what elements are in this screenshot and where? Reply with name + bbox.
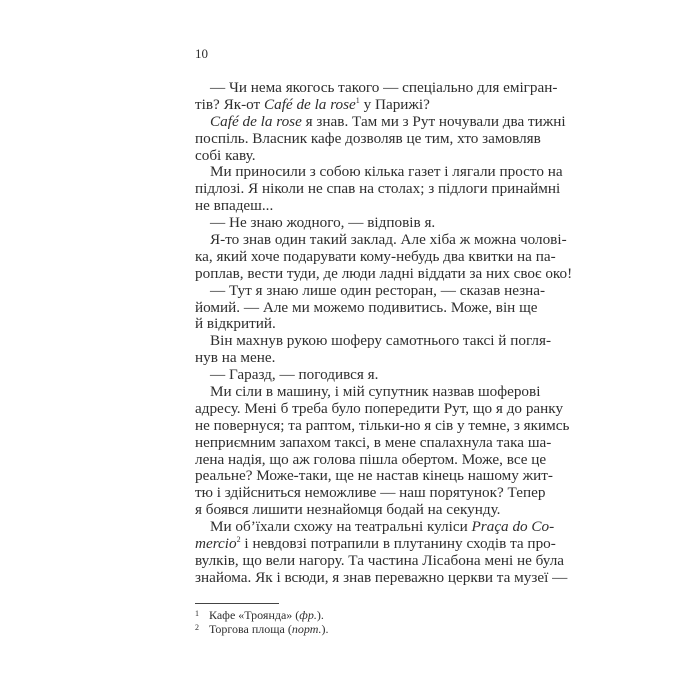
footnote [195, 608, 329, 622]
text-run: підлозі. Я ніколи не спав на столах; з підлоги принаймні [195, 180, 561, 198]
text-line [195, 180, 561, 198]
text-line [195, 350, 527, 367]
page-number: 10 [195, 46, 208, 61]
text-line [195, 264, 573, 283]
italic-text: фр. [299, 608, 317, 622]
text-line [195, 198, 527, 215]
text-line [195, 281, 546, 300]
body-text [195, 79, 573, 587]
footnote-number: 2 [195, 622, 199, 632]
text-line [195, 112, 566, 131]
text-run: ). [321, 621, 329, 636]
text-line [195, 535, 556, 553]
text-run: — Тут я знаю лише один ресторан, — сказав незна- [210, 281, 546, 299]
text-run: ). [316, 608, 324, 622]
text-run: тю і здійсниться неможливе — наш порятунок? Тепер [195, 484, 546, 502]
text-line [195, 502, 527, 519]
italic-text: Café de la rose [263, 95, 356, 113]
text-line [195, 231, 567, 249]
text-line [195, 148, 527, 165]
text-line [195, 367, 527, 384]
text-run: лена надія, що аж голова пішла обертом. Може, все це [195, 450, 547, 468]
text-line [195, 399, 564, 418]
text-line [195, 316, 527, 333]
text-run: — Чи нема якогось такого — спеціально для емігран- [210, 79, 558, 96]
text-run: й відкритий. [195, 315, 276, 333]
text-run: Я-то знав один такий заклад. Але хіба ж можна чолові- [210, 231, 567, 249]
text-run: Ми сіли в машину, і мій супутник назвав шоферові [210, 383, 541, 401]
text-run: Кафе «Троянда» ( [209, 608, 300, 622]
text-run: роплав, вести туди, де люди ладні віддати за них своє око! [195, 264, 573, 282]
italic-text: Café de la rose [210, 112, 302, 130]
text-line [195, 518, 555, 536]
text-line [195, 551, 565, 570]
text-run: нув на мене. [195, 349, 276, 367]
text-line [195, 433, 552, 452]
text-run: Ми об’їхали схожу на театральні куліси [210, 518, 472, 536]
text-line [195, 298, 538, 317]
text-run: йомий. — Але ми можемо подивитись. Може, він ще [195, 298, 538, 316]
italic-text: Praça do Co- [471, 518, 555, 536]
text-run: знайома. Як і всюди, я знав переважно церкви та музеї — [195, 568, 568, 586]
text-line [195, 484, 546, 502]
text-line [195, 163, 563, 181]
text-run: не впадеш... [195, 197, 274, 215]
italic-text: порт. [291, 621, 322, 636]
text-run: адресу. Мені б треба було попередити Рут, що я до ранку [195, 399, 564, 417]
footnote-divider [195, 603, 279, 604]
text-run: тів? Як-от [195, 95, 264, 113]
text-line [195, 79, 558, 97]
text-run: не повернуся; та раптом, тільки-но я сів у темне, з якимсь [195, 416, 570, 434]
text-run: поспіль. Власник кафе дозволяв це тим, хто замовляв [195, 129, 541, 147]
text-line [195, 332, 552, 350]
footnote [195, 622, 329, 636]
text-line [195, 247, 556, 266]
text-line [195, 129, 541, 148]
text-run: я знав. Там ми з Рут ночували два тижні [301, 112, 566, 130]
text-run: — Гаразд, — погодився я. [210, 366, 379, 384]
text-run: Він махнув рукою шоферу самотнього таксі й погля- [210, 332, 552, 350]
footnote-ref: 1 [355, 95, 360, 105]
text-run: собі каву. [195, 146, 256, 164]
text-line [195, 215, 527, 232]
text-run: я боявся лишити незнайомця бодай на секунду. [195, 501, 501, 519]
text-run: і невдовзі потрапили в плутанину сходів та про- [240, 535, 556, 553]
text-run: Торгова площа ( [209, 621, 292, 636]
text-run: Ми приносили з собою кілька газет і лягали просто на [210, 163, 563, 181]
text-run: неприємним запахом таксі, в мене спалахнула така ша- [195, 433, 552, 451]
text-run: — Не знаю жодного, — відповів я. [210, 214, 436, 232]
text-run: вулків, що вели нагору. Та частина Лісабона мені не була [195, 551, 565, 569]
text-run: ка, який хоче подарувати кому-небудь два квитки на па- [195, 247, 556, 265]
text-line [195, 383, 541, 401]
text-line [195, 416, 570, 435]
italic-text: mercio [195, 535, 237, 553]
text-line [195, 568, 568, 587]
text-line [195, 97, 527, 114]
footnote-number: 1 [195, 609, 199, 618]
text-run: у Парижі? [359, 95, 430, 113]
text-run: реальне? Може-таки, ще не настав кінець нашому жит- [195, 467, 553, 485]
text-line [195, 450, 547, 469]
footnote-ref: 2 [236, 535, 241, 545]
text-line [195, 467, 553, 485]
footnotes [195, 608, 329, 635]
